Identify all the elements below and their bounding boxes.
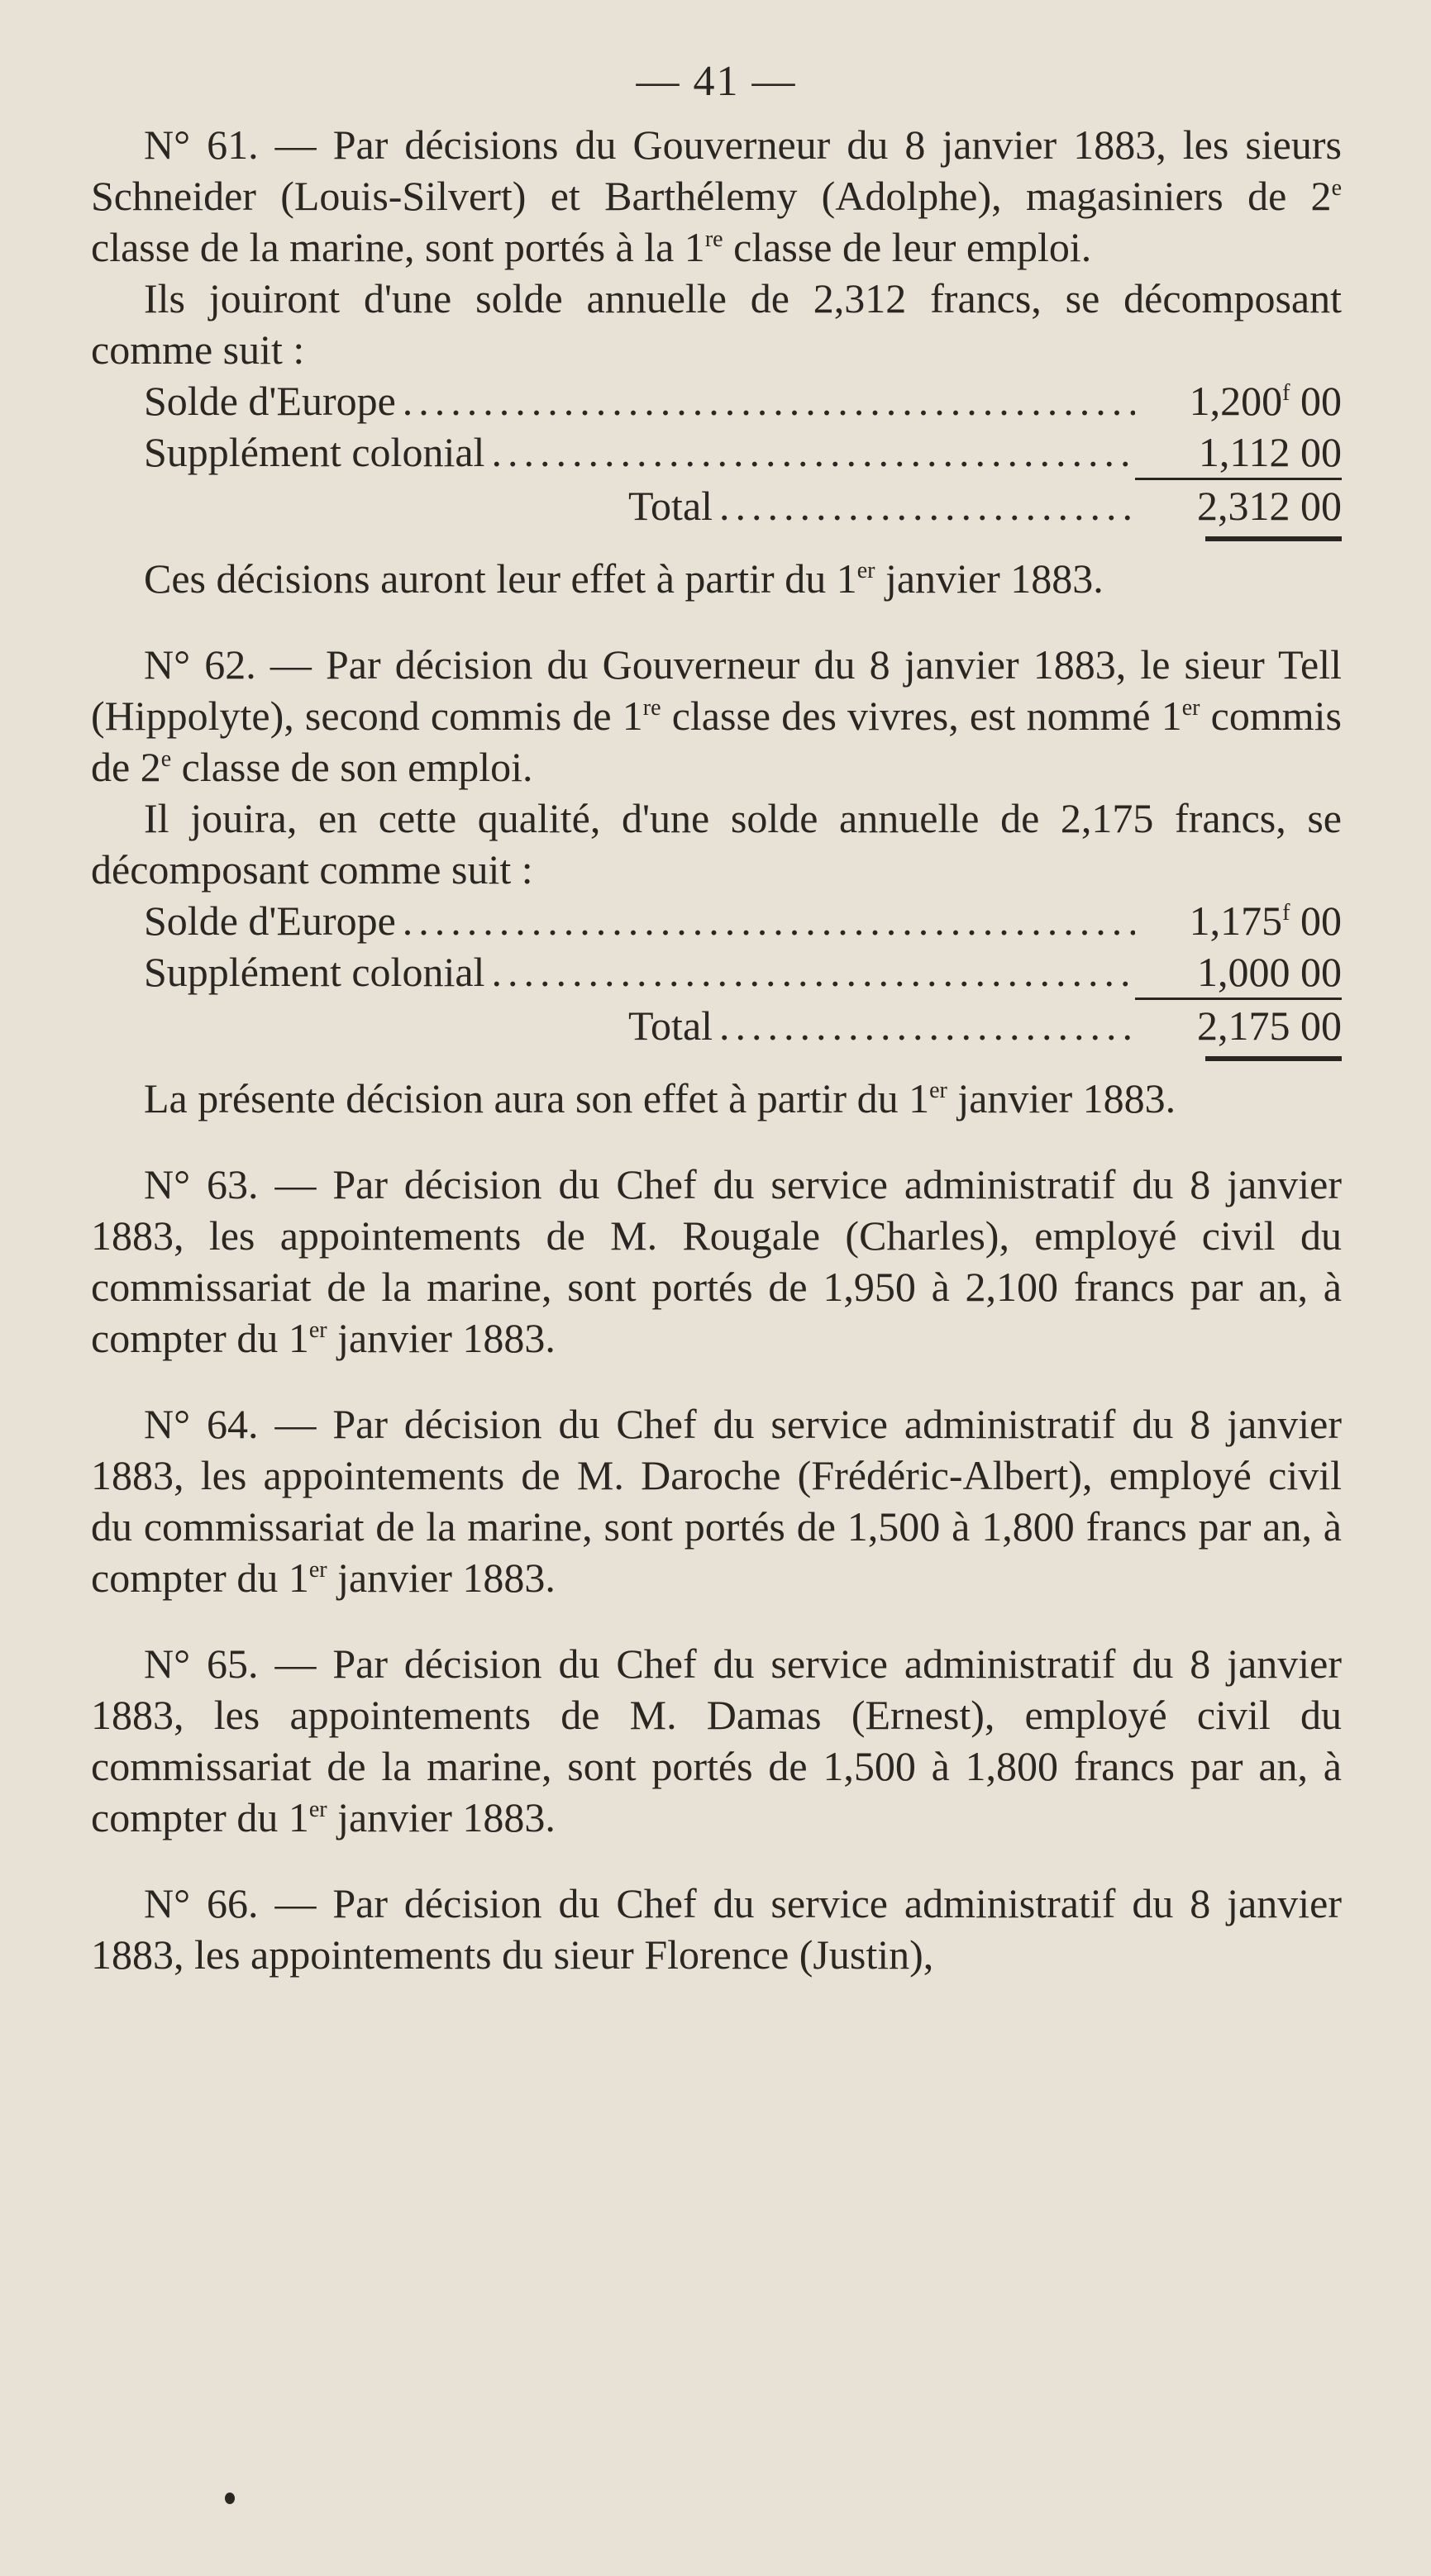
salary-total-amount: 2,312 00 (1135, 478, 1342, 531)
total-rule (1205, 1056, 1342, 1061)
salary-row-label: Supplément colonial (144, 429, 485, 475)
salary-row (91, 946, 1342, 998)
salary-row (91, 375, 1342, 426)
decision-62-salary-intro: Il jouira, en cette qualité, d'une solde annuelle de 2,175 francs, se décomposant comme suit : (91, 795, 1342, 893)
dot-leader (713, 480, 1135, 531)
decision-66-paragraph: N° 66. — Par décision du Chef du service administratif du 8 janvier 1883, les appointements du sieur Florence (Justin), (91, 1880, 1342, 1978)
dot-leader (484, 426, 1135, 478)
salary-row-amount: 1,175$^f$ 00 (1189, 898, 1342, 944)
ink-speck (225, 2493, 235, 2504)
salary-row-label: Solde d'Europe (144, 898, 396, 944)
decision-62-paragraph: N° 62. — Par décision du Gouverneur du 8 janvier 1883, le sieur Tell (Hippolyte), second commis de 1re classe des vivres, est nommé 1er commis de 2e classe de son emploi. (91, 641, 1342, 790)
total-rule (1205, 536, 1342, 541)
page-number: — 41 — (636, 58, 797, 105)
salary-total-label: Total (628, 1002, 713, 1049)
salary-row (91, 895, 1342, 946)
salary-row (91, 426, 1342, 478)
salary-row-label: Solde d'Europe (144, 378, 396, 424)
decision-61-salary-intro: Ils jouiront d'une solde annuelle de 2,312 francs, se décomposant comme suit : (91, 275, 1342, 373)
decision-63-paragraph: N° 63. — Par décision du Chef du service administratif du 8 janvier 1883, les appointements de M. Rougale (Charles), employé civil du commissariat de la marine, sont portés de 1,950 à 2,100 francs par an, à compter du 1er janvier 1883. (91, 1161, 1342, 1361)
dot-leader (713, 1000, 1135, 1051)
salary-total-label: Total (628, 483, 713, 529)
dot-leader (396, 375, 1135, 426)
salary-total-row (91, 998, 1342, 1051)
decision-65-paragraph: N° 65. — Par décision du Chef du service administratif du 8 janvier 1883, les appointements de M. Damas (Ernest), employé civil du commissariat de la marine, sont portés de 1,500 à 1,800 francs par an, à compter du 1er janvier 1883. (91, 1640, 1342, 1840)
decision-61-effect: Ces décisions auront leur effet à partir du 1er janvier 1883. (144, 555, 1104, 602)
salary-row-amount: 1,112 00 (1198, 429, 1342, 475)
salary-total-amount: 2,175 00 (1135, 998, 1342, 1051)
decision-62-effect: La présente décision aura son effet à partir du 1er janvier 1883. (144, 1075, 1176, 1121)
dot-leader (484, 946, 1135, 998)
decision-61-paragraph: N° 61. — Par décisions du Gouverneur du 8 janvier 1883, les sieurs Schneider (Louis-Silvert) et Barthélemy (Adolphe), magasiniers de 2e classe de la marine, sont portés à la 1re classe de leur emploi. (91, 121, 1342, 270)
salary-total-row (91, 478, 1342, 531)
decision-64-paragraph: N° 64. — Par décision du Chef du service administratif du 8 janvier 1883, les appointements de M. Daroche (Frédéric-Albert), employé civil du commissariat de la marine, sont portés de 1,500 à 1,800 francs par an, à compter du 1er janvier 1883. (91, 1401, 1342, 1601)
salary-row-label: Supplément colonial (144, 949, 485, 995)
salary-row-amount: 1,000 00 (1197, 949, 1342, 995)
dot-leader (396, 895, 1135, 946)
salary-row-amount: 1,200$^f$ 00 (1189, 378, 1342, 424)
